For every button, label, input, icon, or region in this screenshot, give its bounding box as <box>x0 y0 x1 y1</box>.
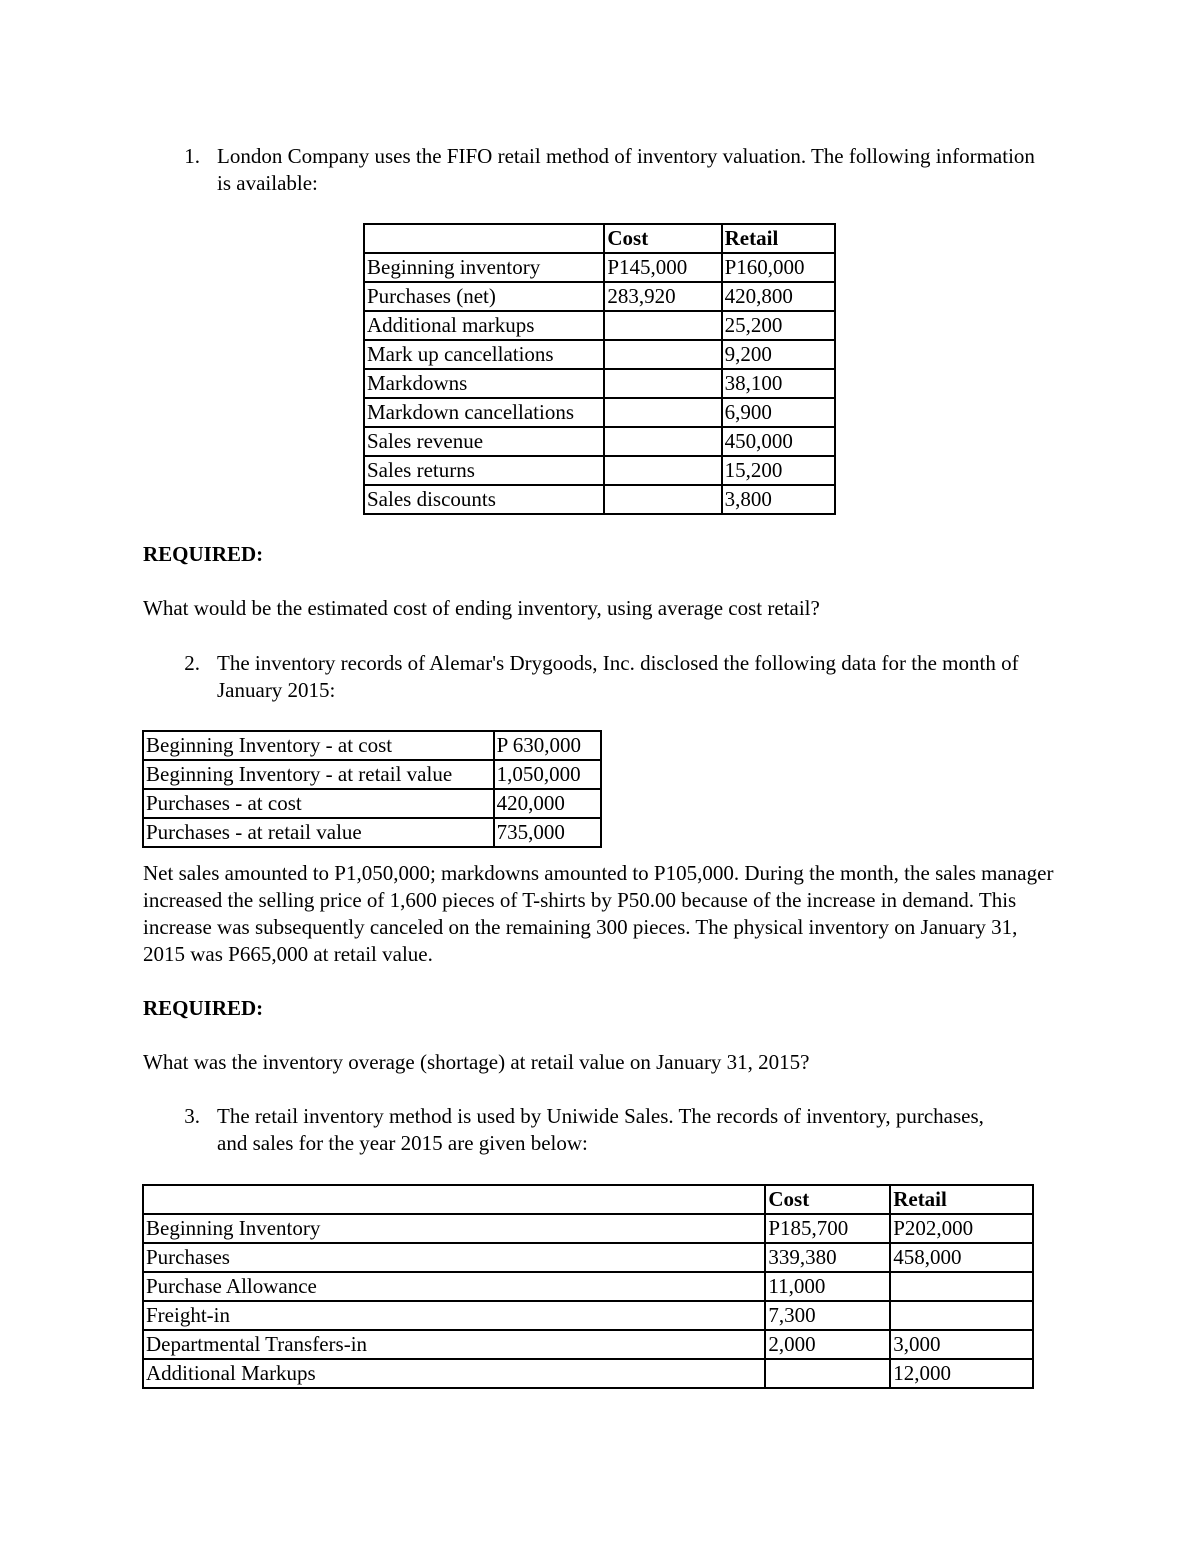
table-row <box>143 818 601 847</box>
q2-table <box>142 730 602 848</box>
table-row <box>143 1301 1033 1330</box>
table-row <box>364 282 835 311</box>
table-cell <box>604 427 721 456</box>
table-row <box>364 485 835 514</box>
table-cell: Sales revenue <box>364 427 604 456</box>
table-cell <box>890 1272 1033 1301</box>
q2-paragraph: Net sales amounted to P1,050,000; markdowns amounted to P105,000. During the month, the sales manager increased the selling price of 1,600 pieces of T-shirts by P50.00 because of the increase in demand. This increase was subsequently canceled on the remaining 300 pieces. The physical inventory on January 31, 2015 was P665,000 at retail value. <box>143 861 1054 966</box>
table-row <box>364 340 835 369</box>
table-cell <box>604 311 721 340</box>
q1-table <box>363 223 836 515</box>
table-cell: 25,200 <box>722 311 835 340</box>
table-cell: Purchases <box>143 1243 765 1272</box>
table-cell: P 630,000 <box>494 731 601 760</box>
q2-required-label: REQUIRED: <box>143 996 264 1020</box>
q1-required-label: REQUIRED: <box>143 542 264 566</box>
table-cell: 2,000 <box>765 1330 890 1359</box>
table-cell: P160,000 <box>722 253 835 282</box>
table-cell: Beginning inventory <box>364 253 604 282</box>
table-cell: 9,200 <box>722 340 835 369</box>
table-cell: Mark up cancellations <box>364 340 604 369</box>
q3-header-cost: Cost <box>765 1185 890 1214</box>
table-row <box>143 1359 1033 1388</box>
q1-intro: London Company uses the FIFO retail method of inventory valuation. The following information is available: <box>217 144 1035 195</box>
q3-table <box>142 1184 1034 1389</box>
table-row <box>143 1272 1033 1301</box>
table-row <box>364 253 835 282</box>
q3-number: 3. <box>184 1104 200 1128</box>
table-cell <box>890 1301 1033 1330</box>
table-cell: 12,000 <box>890 1359 1033 1388</box>
table-cell: 1,050,000 <box>494 760 601 789</box>
table-cell: Beginning Inventory <box>143 1214 765 1243</box>
table-cell: Departmental Transfers-in <box>143 1330 765 1359</box>
table-header-row <box>364 224 835 253</box>
table-cell: 458,000 <box>890 1243 1033 1272</box>
table-cell: P185,700 <box>765 1214 890 1243</box>
q3-intro: The retail inventory method is used by Uniwide Sales. The records of inventory, purchases, and sales for the year 2015 are given below: <box>217 1104 984 1155</box>
table-cell: 339,380 <box>765 1243 890 1272</box>
table-cell: Additional markups <box>364 311 604 340</box>
table-cell: 38,100 <box>722 369 835 398</box>
table-cell <box>604 456 721 485</box>
table-cell: 420,800 <box>722 282 835 311</box>
q2-intro: The inventory records of Alemar's Drygoods, Inc. disclosed the following data for the month of January 2015: <box>217 651 1019 702</box>
table-cell: 7,300 <box>765 1301 890 1330</box>
q1-header-retail: Retail <box>722 224 835 253</box>
table-row <box>143 789 601 818</box>
q1-question: What would be the estimated cost of ending inventory, using average cost retail? <box>143 596 820 620</box>
table-cell <box>604 485 721 514</box>
table-cell: P202,000 <box>890 1214 1033 1243</box>
table-cell: Beginning Inventory - at retail value <box>143 760 494 789</box>
table-cell: Beginning Inventory - at cost <box>143 731 494 760</box>
table-row <box>143 1330 1033 1359</box>
table-cell: Purchases - at retail value <box>143 818 494 847</box>
table-cell: 15,200 <box>722 456 835 485</box>
table-cell: Freight-in <box>143 1301 765 1330</box>
table-row <box>143 1214 1033 1243</box>
q1-header-cost: Cost <box>604 224 721 253</box>
table-row <box>364 427 835 456</box>
q1-header-label <box>364 224 604 253</box>
q2-question: What was the inventory overage (shortage) at retail value on January 31, 2015? <box>143 1050 810 1074</box>
table-cell: 11,000 <box>765 1272 890 1301</box>
q2-number: 2. <box>184 651 200 675</box>
q1-number: 1. <box>184 144 200 168</box>
table-cell: 420,000 <box>494 789 601 818</box>
table-cell: 735,000 <box>494 818 601 847</box>
table-row <box>364 456 835 485</box>
table-row <box>364 311 835 340</box>
q3-header-retail: Retail <box>890 1185 1033 1214</box>
table-cell: Purchase Allowance <box>143 1272 765 1301</box>
table-cell: Purchases - at cost <box>143 789 494 818</box>
table-row <box>364 369 835 398</box>
table-cell <box>604 340 721 369</box>
table-row <box>143 760 601 789</box>
table-cell: Markdown cancellations <box>364 398 604 427</box>
table-row <box>143 1243 1033 1272</box>
table-row <box>143 731 601 760</box>
table-cell: Sales returns <box>364 456 604 485</box>
table-header-row <box>143 1185 1033 1214</box>
q3-header-label <box>143 1185 765 1214</box>
table-cell: Markdowns <box>364 369 604 398</box>
table-cell: Purchases (net) <box>364 282 604 311</box>
table-cell: 283,920 <box>604 282 721 311</box>
table-cell <box>604 369 721 398</box>
table-cell: 3,800 <box>722 485 835 514</box>
table-cell: Additional Markups <box>143 1359 765 1388</box>
table-cell <box>765 1359 890 1388</box>
table-row <box>364 398 835 427</box>
table-cell: P145,000 <box>604 253 721 282</box>
table-cell: 3,000 <box>890 1330 1033 1359</box>
table-cell: Sales discounts <box>364 485 604 514</box>
table-cell: 6,900 <box>722 398 835 427</box>
table-cell: 450,000 <box>722 427 835 456</box>
table-cell <box>604 398 721 427</box>
